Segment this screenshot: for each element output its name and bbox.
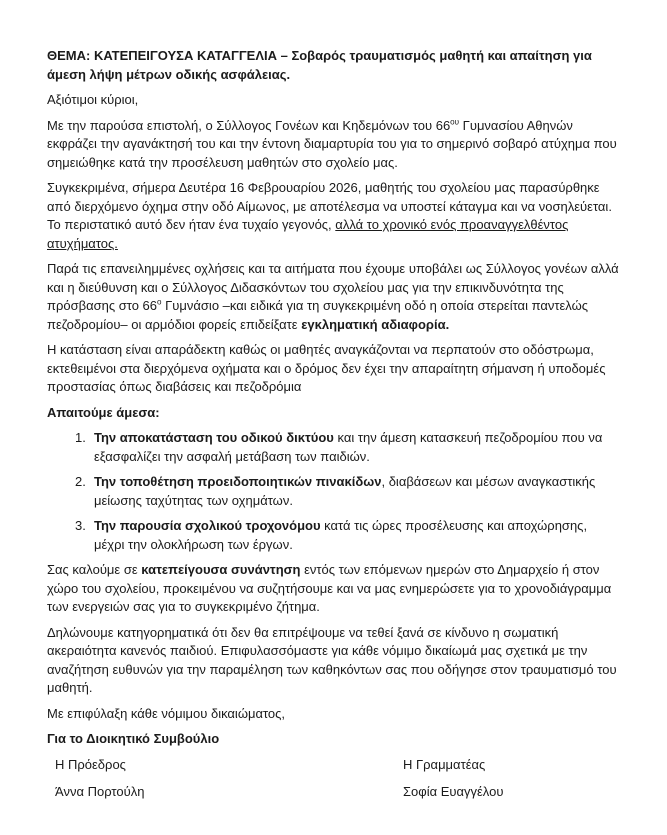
paragraph-warning: Δηλώνουμε κατηγορηματικά ότι δεν θα επιτρέψουμε να τεθεί ξανά σε κίνδυνο η σωματική ακεραιότητα κανενός παιδιού. Επιφυλασσόμαστε για κάθε νόμιμο δικαίωμά μας σχετικά με την αναζήτηση ευθυνών για την παραμέληση των καθηκόντων σας που οδήγησε στον τραυματισμό του μαθητή. [47, 624, 617, 695]
paragraph-incident [47, 179, 620, 253]
signature-name-secretary: Σοφία Ευαγγέλου [403, 784, 504, 799]
signature-role-secretary: Η Γραμματέας [403, 756, 486, 772]
signature-role-president: Η Πρόεδρος [55, 756, 126, 772]
demand-text [94, 517, 620, 554]
ordinal-superscript: ο [157, 297, 162, 307]
demand-bold-text: Την τοποθέτηση προειδοποιητικών πινακίδων [94, 474, 382, 489]
demand-item-3 [47, 517, 620, 554]
incident-underlined-text: αλλά το χρονικό ενός προαναγγελθέντος ατυχήματος. [47, 217, 569, 251]
incident-text: Συγκεκριμένα, σήμερα Δευτέρα 16 Φεβρουαρίου 2026, μαθητής του σχολείου μας παρασύρθηκε από διερχόμενο όχημα στην οδό Αίμωνος, με αποτέλεσμα να υποστεί κάταγμα και να νοσηλεύεται. Το περιστατικό αυτό δεν ήταν ένα τυχαίο γεγονός, [47, 180, 612, 232]
demand-number: 3. [75, 518, 86, 533]
paragraph-meeting [47, 561, 620, 617]
ordinal-superscript: ου [450, 117, 460, 127]
signature-names-row [47, 783, 620, 802]
complaints-text-pre: Παρά τις επανειλημμένες οχλήσεις και τα αιτήματα που έχουμε υποβάλει ως Σύλλογος γονέων αλλά και η διεύθυνση και ο Σύλλογος Διδασκόντων του σχολείου μας για την επικινδυνότητα της πρόσβασης στο 66 [47, 261, 619, 313]
intro-text-pre: Με την παρούσα επιστολή, ο Σύλλογος Γονέων και Κηδεμόνων του 66 [47, 117, 451, 133]
demand-number: 2. [75, 474, 86, 489]
demands-heading: Απαιτούμε άμεσα: [47, 404, 160, 420]
demand-item-1 [47, 429, 620, 466]
paragraph-reservation: Με επιφύλαξη κάθε νόμιμου δικαιώματος, [47, 705, 286, 721]
demand-text [94, 429, 620, 466]
demand-item-2 [47, 473, 620, 510]
meeting-bold-text: κατεπείγουσα συνάντηση [141, 562, 301, 577]
meeting-text-post: εντός των επόμενων ημερών στο Δημαρχείο ή στον χώρο του σχολείου, προκειμένου να συζητήσουμε και να μας ενημερώσετε για το χρονοδιάγραμμα των ενεργειών σας για το συγκεκριμένο ζήτημα. [47, 562, 612, 614]
intro-text-post: Γυμνασίου Αθηνών εκφράζει την αγανάκτησή του και την έντονη διαμαρτυρία του για το σημερινό σοβαρό ατύχημα που σημειώθηκε κατά την προσέλευση μαθητών στο σχολείο μας. [47, 117, 617, 170]
signature-roles-row [47, 756, 620, 775]
demand-bold-text: Την παρουσία σχολικού τροχονόμου [94, 518, 321, 533]
signature-name-president: Άννα Πορτούλη [55, 784, 145, 799]
demand-rest-text: κατά τις ώρες προσέλευσης και αποχώρησης, μέχρι την ολοκλήρωση των έργων. [94, 518, 588, 552]
complaints-bold-text: εγκληματική αδιαφορία. [301, 316, 450, 332]
demand-rest-text: , διαβάσεων και μέσων αναγκαστικής μείωσης ταχύτητας των οχημάτων. [94, 474, 596, 508]
demand-text [94, 473, 620, 510]
closing-line: Για το Διοικητικό Συμβούλιο [47, 731, 220, 746]
demand-bold-text: Την αποκατάσταση του οδικού δικτύου [94, 430, 334, 445]
complaints-text-mid: Γυμνάσιο –και ειδικά για τη συγκεκριμένη οδό η οποία στερείται παντελώς πεζοδρομίου– οι αρμόδιοι φορείς επιδείξατε [47, 298, 589, 332]
paragraph-complaints [47, 260, 620, 334]
subject-line: ΘΕΜΑ: ΚΑΤΕΠΕΙΓΟΥΣΑ ΚΑΤΑΓΓΕΛΙΑ – Σοβαρός τραυματισμός μαθητή και απαίτηση για άμεση λήψη μέτρων οδικής ασφάλειας. [47, 48, 592, 82]
salutation: Αξιότιμοι κύριοι, [47, 92, 139, 107]
paragraph-situation: Η κατάσταση είναι απαράδεκτη καθώς οι μαθητές αναγκάζονται να περπατούν στο οδόστρωμα, εκτεθειμένοι στα διερχόμενα οχήματα και ο δρόμος δεν έχει την απαραίτητη σήμανση ή υποδομές προστασίας όπως διαβάσεις και πεζοδρόμια [47, 342, 606, 394]
meeting-text-pre: Σας καλούμε σε [47, 562, 142, 577]
paragraph-intro [47, 117, 620, 173]
demand-rest-text: και την άμεση κατασκευή πεζοδρομίου που να εξασφαλίζει την ασφαλή μετάβαση των παιδιών. [94, 430, 603, 464]
demand-number: 1. [75, 430, 86, 445]
